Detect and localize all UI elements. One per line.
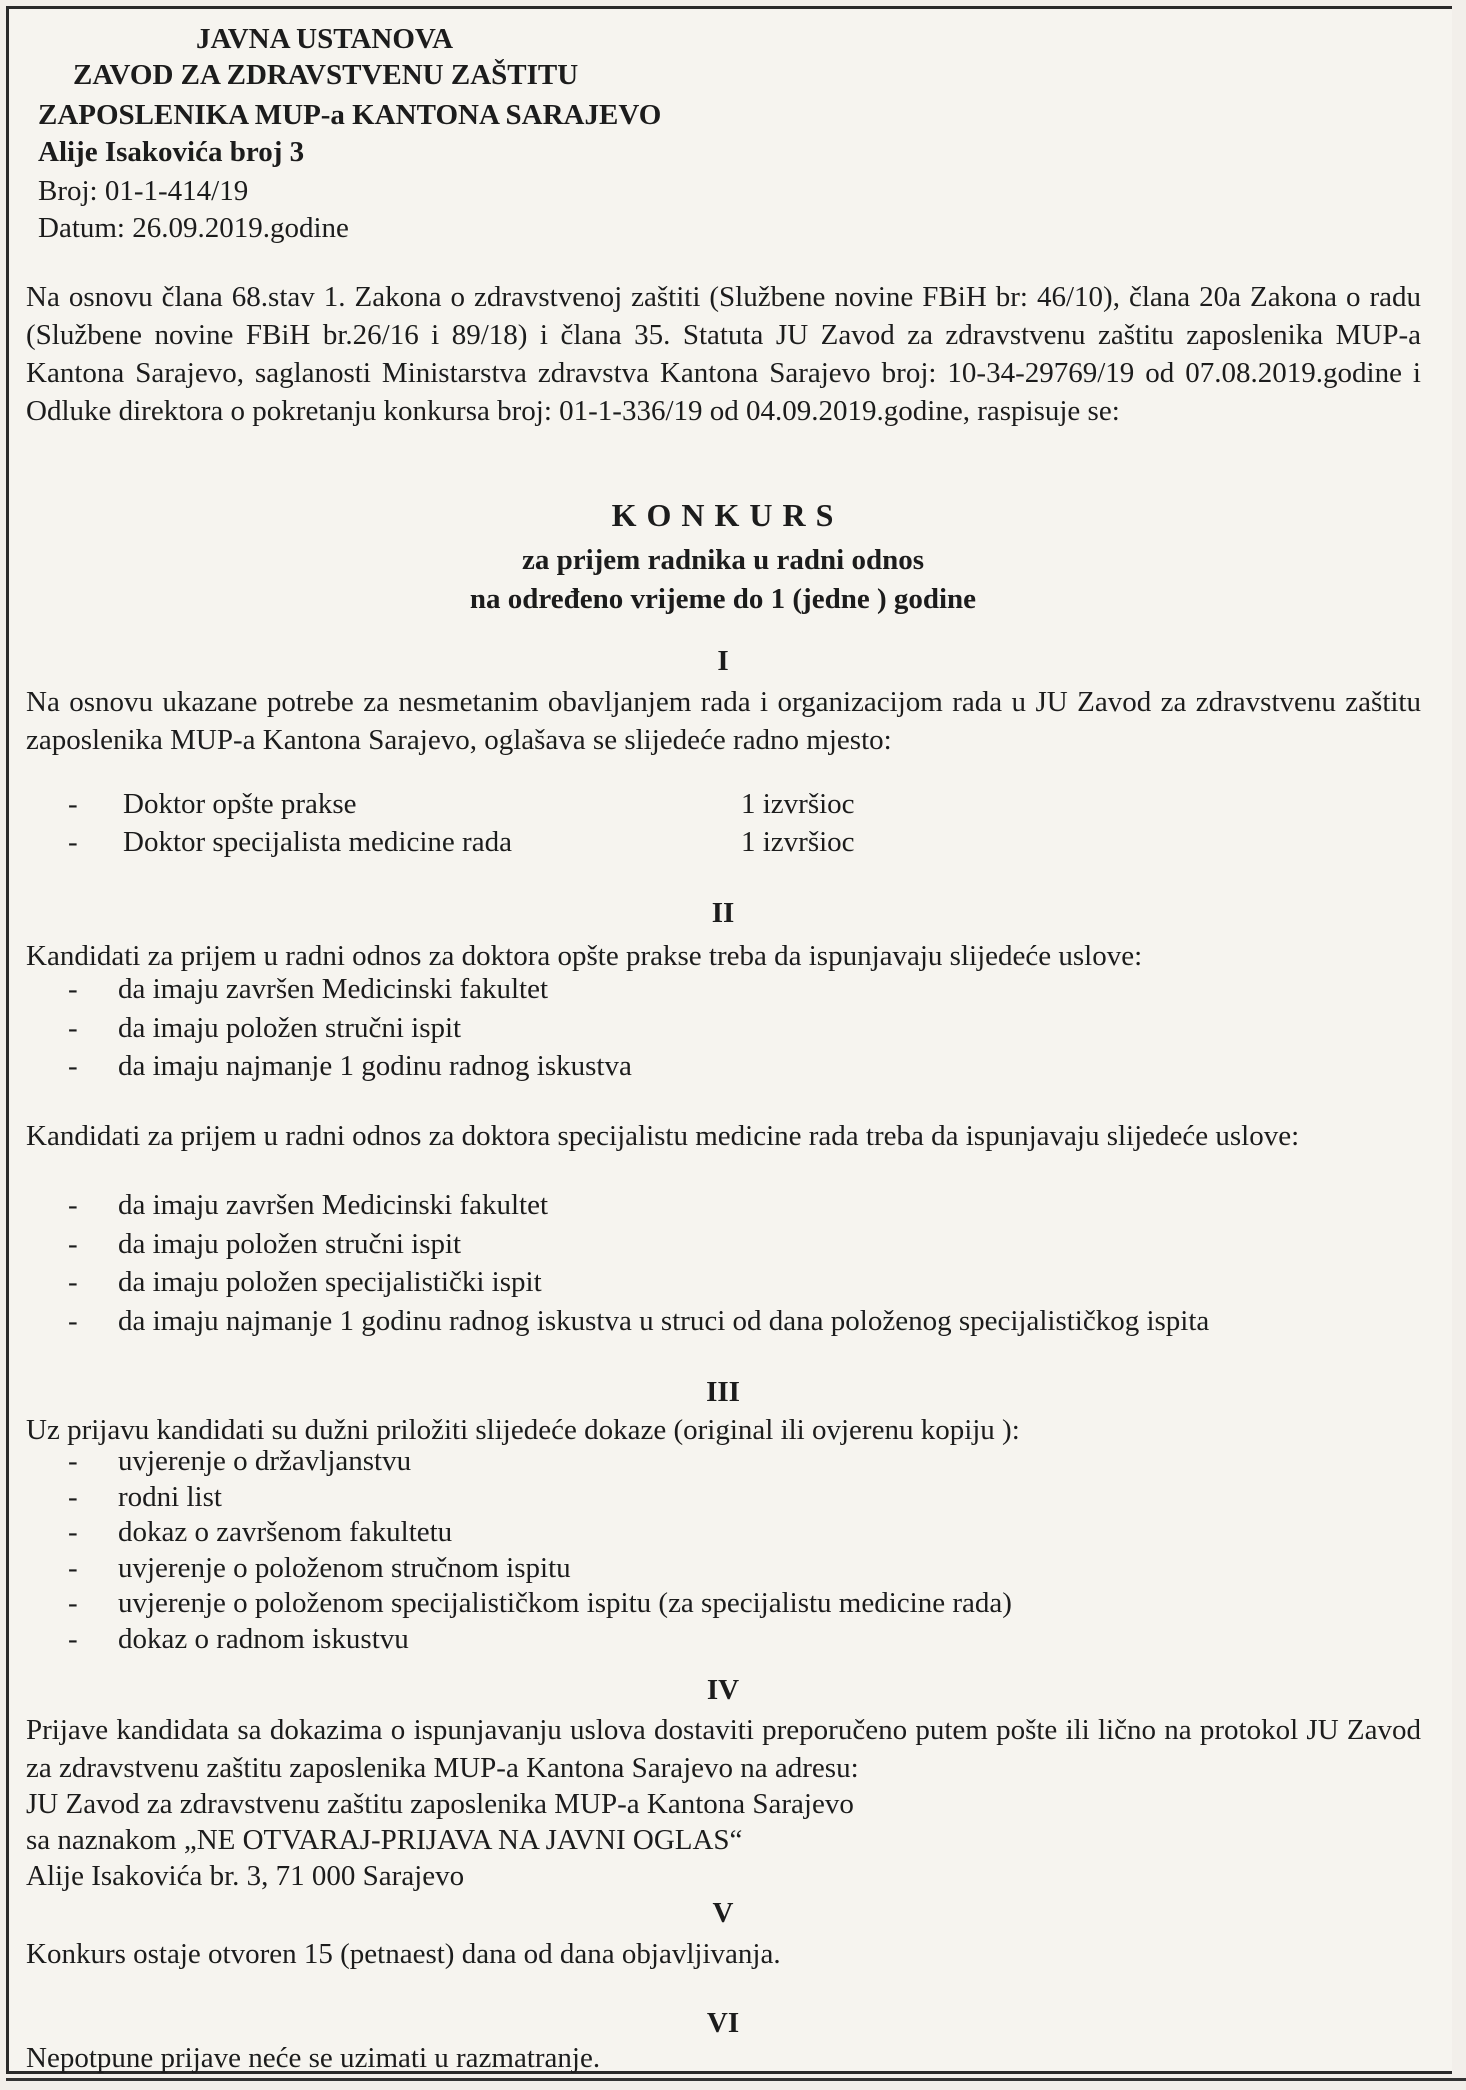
section-heading-ii: II [711,897,735,929]
list-item [68,1225,1398,1264]
list-dash: - [68,1480,78,1513]
document-subtitle-2: na određeno vrijeme do 1 (jedne ) godine [469,583,977,615]
list-item-text: da imaju najmanje 1 godinu radnog iskustva [118,1050,632,1082]
list-dash: - [68,1516,78,1548]
list-dash: - [68,826,78,858]
list-dash: - [68,973,78,1005]
document-title: K O N K U R S [611,497,835,533]
section-v-text: Konkurs ostaje otvoren 15 (petnaest) dana od dana objavljivanja. [26,1938,781,1970]
position-name: Doktor opšte prakse [123,788,357,820]
section-heading-vi: VI [706,2007,740,2039]
list-item [68,1442,1368,1478]
list-dash: - [68,1587,78,1619]
section-heading-i: I [717,645,729,677]
position-item [68,785,1368,823]
header-line-3: ZAPOSLENIKA MUP-a KANTONA SARAJEVO [38,99,662,131]
list-dash: - [68,1445,78,1477]
section-ii-text-b: Kandidati za prijem u radni odnos za doktora specijalistu medicine rada treba da ispunjavaju slijedeće uslove: [26,1120,1300,1152]
document-date: Datum: 26.09.2019.godine [38,212,349,244]
list-item [68,1302,1398,1341]
list-dash: - [68,788,78,820]
list-dash: - [68,1551,78,1584]
list-item [68,1047,1368,1086]
list-item-text: uvjerenje o položenom specijalističkom ispitu (za specijalistu medicine rada) [118,1587,1012,1619]
section-heading-iii: III [706,1376,740,1408]
section-heading-iv: IV [706,1674,740,1706]
address-line-1: JU Zavod za zdravstvenu zaštitu zaposlenika MUP-a Kantona Sarajevo [26,1788,854,1820]
list-dash: - [68,1227,78,1260]
list-dash: - [68,1189,78,1221]
list-item [68,1620,1368,1656]
list-item [68,1549,1368,1585]
list-dash: - [68,1050,78,1082]
list-item-text: rodni list [118,1480,222,1513]
section-heading-v: V [712,1897,734,1929]
list-item [68,1186,1398,1225]
address-line-2: sa naznakom „NE OTVARAJ-PRIJAVA NA JAVNI OGLAS“ [26,1824,743,1856]
list-dash: - [68,1304,78,1337]
intro-paragraph: Na osnovu člana 68.stav 1. Zakona o zdravstvenoj zaštiti (Službene novine FBiH br: 46/10), člana 20a Zakona o radu (Službene novine FBiH br.26/16 i 89/18) i člana 35. Statuta JU Zavod za zdravstvenu zaštitu zaposlenika MUP-a Kantona Sarajevo, saglanosti Ministarstva zdravstva Kantona Sarajevo broj: 10-34-29769/19 od 07.08.2019.godine i Odluke direktora o pokretanju konkursa broj: 01-1-336/19 od 04.09.2019.godine, raspisuje se: [26,281,1421,427]
list-item-text: dokaz o radnom iskustvu [118,1622,409,1655]
list-item [68,970,1368,1009]
list-item-text: da imaju položen specijalistički ispit [118,1266,542,1298]
list-item-text: uvjerenje o položenom stručnom ispitu [118,1551,571,1584]
document-number: Broj: 01-1-414/19 [38,175,249,207]
position-count: 1 izvršioc [741,788,855,820]
list-item-text: da imaju najmanje 1 godinu radnog iskustva u struci od dana položenog specijalističkog ispita [118,1304,1210,1337]
position-count: 1 izvršioc [741,826,855,858]
header-line-2: ZAVOD ZA ZDRAVSTVENU ZAŠTITU [73,59,579,91]
documents-list [68,1442,1368,1655]
section-vi-text: Nepotpune prijave neće se uzimati u razmatranje. [26,2042,601,2074]
section-iii-text: Uz prijavu kandidati su dužni priložiti slijedeće dokaze (original ili ovjerenu kopiju ): [26,1414,1020,1446]
positions-list [68,785,1368,861]
header-line-1: JAVNA USTANOVA [196,23,454,55]
address-line-3: Alije Isakovića br. 3, 71 000 Sarajevo [26,1860,465,1892]
list-item-text: dokaz o završenom fakultetu [118,1516,453,1548]
list-item-text: da imaju položen stručni ispit [118,1227,462,1260]
position-item [68,823,1368,861]
list-item [68,1584,1368,1620]
list-item [68,1478,1368,1514]
list-item [68,1263,1398,1302]
position-name: Doktor specijalista medicine rada [123,826,512,858]
header-address: Alije Isakovića broj 3 [38,136,305,168]
bottom-rule [6,2078,1466,2081]
requirements-list-a [68,970,1368,1086]
list-item-text: da imaju završen Medicinski fakultet [118,1189,549,1221]
section-ii-text-a: Kandidati za prijem u radni odnos za doktora opšte prakse treba da ispunjavaju slijedeće uslove: [26,940,1143,972]
list-dash: - [68,1011,78,1044]
document-subtitle-1: za prijem radnika u radni odnos [521,544,925,576]
requirements-list-b [68,1186,1398,1340]
list-item-text: da imaju položen stručni ispit [118,1011,462,1044]
list-item-text: uvjerenje o državljanstvu [118,1445,412,1477]
list-item-text: da imaju završen Medicinski fakultet [118,973,549,1005]
list-item [68,1513,1368,1549]
list-dash: - [68,1266,78,1298]
list-dash: - [68,1622,78,1655]
section-iv-text: Prijave kandidata sa dokazima o ispunjavanju uslova dostaviti preporučeno putem pošte ili lično na protokol JU Zavod za zdravstvenu zaštitu zaposlenika MUP-a Kantona Sarajevo na adresu: [26,1714,1421,1784]
section-i-text: Na osnovu ukazane potrebe za nesmetanim obavljanjem rada i organizacijom rada u JU Zavod za zdravstvenu zaštitu zaposlenika MUP-a Kantona Sarajevo, oglašava se slijedeće radno mjesto: [26,686,1421,756]
list-item [68,1009,1368,1048]
